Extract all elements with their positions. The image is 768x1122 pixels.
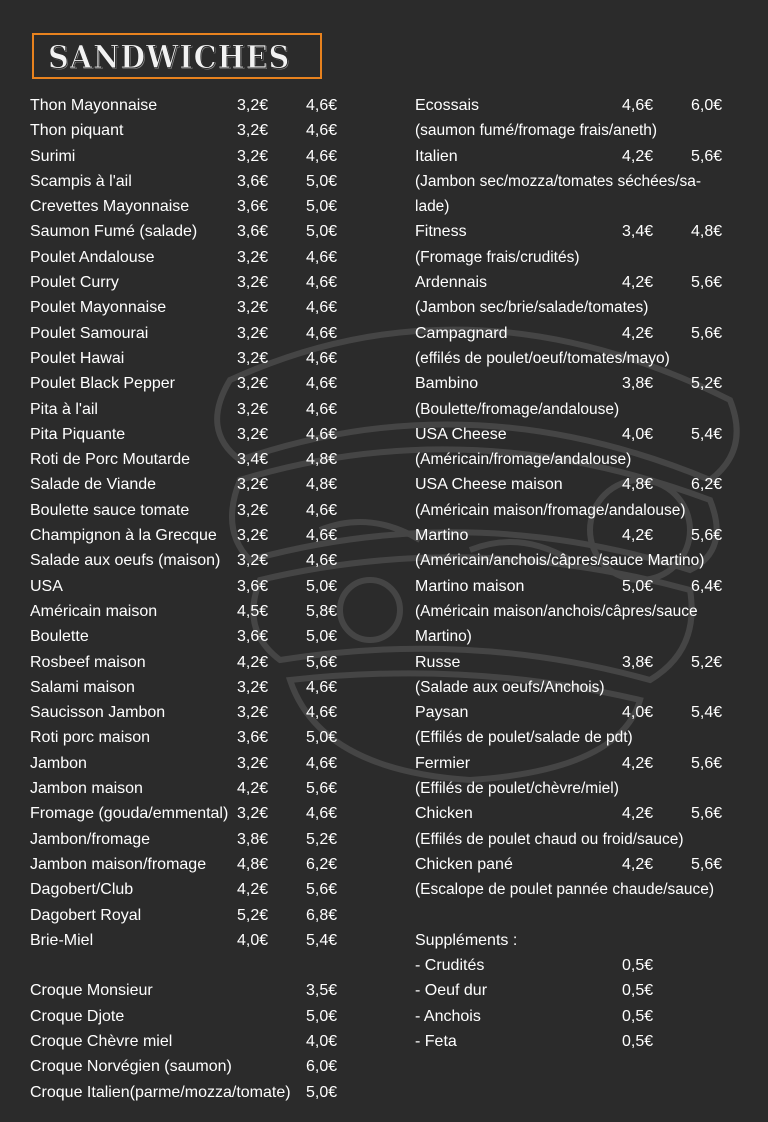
- croque-item: [30, 1080, 390, 1105]
- price-small: 3,2€: [237, 375, 269, 393]
- price-small: 3,2€: [237, 754, 269, 772]
- item-name: Paysan: [415, 704, 469, 722]
- menu-item: [30, 169, 390, 194]
- price-small: 4,6€: [622, 97, 654, 114]
- item-name: Dagobert/Club: [30, 881, 134, 899]
- menu-item: [30, 827, 390, 852]
- price-large: 4,6€: [306, 299, 338, 317]
- price-large: 4,6€: [306, 248, 338, 266]
- price-large: 5,6€: [691, 855, 723, 873]
- price: 6,0€: [306, 1058, 338, 1076]
- price-small: 4,2€: [622, 274, 654, 292]
- menu-item: [30, 751, 390, 776]
- item-name: Boulette: [30, 628, 89, 646]
- croque-item: [30, 1004, 390, 1029]
- supplement-name: - Feta: [415, 1032, 457, 1050]
- description-text: (Jambon sec/mozza/tomates séchées/sa-: [415, 172, 702, 190]
- menu-item: [30, 472, 390, 497]
- price-small: 3,2€: [237, 552, 269, 570]
- price-large: 4,6€: [306, 552, 338, 570]
- menu-item: [30, 650, 390, 675]
- item-name: Fromage (gouda/emmental): [30, 805, 229, 823]
- menu-item: [415, 852, 755, 877]
- item-name: Thon Mayonnaise: [30, 97, 158, 114]
- menu-item: [415, 801, 755, 826]
- price-large: 5,2€: [306, 830, 338, 848]
- price-small: 3,2€: [237, 527, 269, 545]
- croque-item: [30, 978, 390, 1003]
- item-name: USA: [30, 577, 63, 595]
- price-large: 5,0€: [306, 223, 338, 241]
- item-description: [415, 447, 755, 472]
- price-small: 3,2€: [237, 299, 269, 317]
- price-small: 4,0€: [622, 425, 654, 443]
- item-name: Poulet Hawai: [30, 349, 125, 367]
- price-small: 4,2€: [622, 147, 654, 165]
- price-large: 5,6€: [691, 754, 723, 772]
- supplement-item: [415, 1029, 755, 1054]
- menu-item: [30, 118, 390, 143]
- menu-item: [30, 801, 390, 826]
- price-small: 3,2€: [237, 476, 269, 494]
- price-small: 3,2€: [237, 425, 269, 443]
- item-name: Fitness: [415, 223, 467, 241]
- price-small: 3,4€: [622, 223, 654, 241]
- price-small: 5,0€: [622, 577, 654, 595]
- item-description: [415, 397, 755, 422]
- item-name: Croque Djote: [30, 1007, 125, 1025]
- menu-item: [30, 371, 390, 396]
- menu-item: [415, 422, 755, 447]
- item-name: Champignon à la Grecque: [30, 527, 217, 545]
- description-text: (saumon fumé/fromage frais/aneth): [415, 122, 658, 140]
- menu-item: [415, 219, 755, 244]
- description-text: (Jambon sec/brie/salade/tomates): [415, 299, 649, 317]
- menu-item: [30, 219, 390, 244]
- price-small: 3,2€: [237, 274, 269, 292]
- item-name: Salami maison: [30, 678, 135, 696]
- description-text: (Boulette/fromage/andalouse): [415, 400, 620, 418]
- item-name: Martino maison: [415, 577, 525, 595]
- croque-list: [30, 978, 390, 1104]
- menu-item: [415, 523, 755, 548]
- description-text: (Américain maison/anchois/câpres/sauce: [415, 602, 698, 620]
- croque-item: [30, 1054, 390, 1079]
- item-name: Poulet Black Pepper: [30, 375, 175, 393]
- price-small: 3,2€: [237, 248, 269, 266]
- item-description: [415, 624, 755, 649]
- item-name: Croque Italien(parme/mozza/tomate): [30, 1083, 291, 1101]
- menu-item: [30, 93, 390, 118]
- description-text: (effilés de poulet/oeuf/tomates/mayo): [415, 349, 670, 367]
- price-small: 3,6€: [237, 577, 269, 595]
- item-description: [415, 498, 755, 523]
- item-name: Scampis à l'ail: [30, 172, 132, 190]
- item-description: [415, 548, 755, 573]
- menu-item: [415, 93, 755, 118]
- menu-item: [30, 675, 390, 700]
- price-small: 3,8€: [237, 830, 269, 848]
- price-large: 6,8€: [306, 906, 338, 924]
- price-small: 3,2€: [237, 501, 269, 519]
- menu-item: [30, 624, 390, 649]
- menu-item: [30, 877, 390, 902]
- price-large: 4,6€: [306, 754, 338, 772]
- price-large: 4,6€: [306, 375, 338, 393]
- item-description: [415, 877, 755, 902]
- item-name: Boulette sauce tomate: [30, 501, 190, 519]
- price-small: 3,2€: [237, 147, 269, 165]
- price-large: 5,6€: [306, 881, 338, 899]
- item-name: Croque Monsieur: [30, 982, 153, 1000]
- menu-item: [30, 852, 390, 877]
- price-small: 4,2€: [622, 805, 654, 823]
- menu-item: [415, 144, 755, 169]
- item-name: Russe: [415, 653, 461, 671]
- menu-item: [30, 422, 390, 447]
- item-description: [415, 194, 755, 219]
- price-large: 4,6€: [306, 147, 338, 165]
- supplements-title: Suppléments :: [415, 931, 518, 949]
- price-large: 5,6€: [306, 653, 338, 671]
- price-small: 4,2€: [237, 780, 269, 798]
- item-name: Pita à l'ail: [30, 400, 98, 418]
- price-small: 4,2€: [237, 653, 269, 671]
- item-name: Rosbeef maison: [30, 653, 146, 671]
- price-large: 6,2€: [691, 476, 723, 494]
- price-small: 3,2€: [237, 805, 269, 823]
- price-large: 4,8€: [691, 223, 723, 241]
- price-large: 5,4€: [691, 704, 723, 722]
- price-small: 3,2€: [237, 678, 269, 696]
- price-small: 4,2€: [237, 881, 269, 899]
- menu-item: [30, 245, 390, 270]
- menu-item: [415, 751, 755, 776]
- price-large: 5,6€: [691, 324, 723, 342]
- item-description: [415, 776, 755, 801]
- description-text: (Fromage frais/crudités): [415, 248, 580, 266]
- price-small: 3,6€: [237, 729, 269, 747]
- item-name: Poulet Andalouse: [30, 248, 155, 266]
- item-name: Américain maison: [30, 602, 158, 620]
- price-large: 4,6€: [306, 501, 338, 519]
- menu-item: [415, 270, 755, 295]
- price-large: 5,0€: [306, 172, 338, 190]
- price-large: 4,6€: [306, 400, 338, 418]
- item-name: Poulet Curry: [30, 274, 119, 292]
- item-name: Bambino: [415, 375, 479, 393]
- item-name: Campagnard: [415, 324, 508, 342]
- item-description: [415, 599, 755, 624]
- price-small: 4,8€: [237, 855, 269, 873]
- item-name: Brie-Miel: [30, 931, 94, 949]
- price-large: 5,6€: [691, 147, 723, 165]
- menu-item: [30, 498, 390, 523]
- supplements-list: [415, 953, 755, 1054]
- supplement-item: [415, 978, 755, 1003]
- item-name: Surimi: [30, 147, 76, 165]
- menu-item: [30, 346, 390, 371]
- special-sandwich-list: [415, 93, 755, 903]
- item-name: Salade aux oeufs (maison): [30, 552, 221, 570]
- price-small: 3,6€: [237, 223, 269, 241]
- description-text: (Salade aux oeufs/Anchois): [415, 678, 605, 696]
- price-large: 6,2€: [306, 855, 338, 873]
- spacer: [30, 953, 390, 978]
- price-large: 5,2€: [691, 375, 723, 393]
- menu-item: [30, 928, 390, 953]
- supplement-price: 0,5€: [622, 957, 654, 975]
- item-name: USA Cheese: [415, 425, 507, 443]
- menu-item: [30, 397, 390, 422]
- sandwich-list: [30, 93, 390, 953]
- item-name: Saucisson Jambon: [30, 704, 166, 722]
- price-small: 5,2€: [237, 906, 269, 924]
- price-large: 5,2€: [691, 653, 723, 671]
- price-large: 4,6€: [306, 324, 338, 342]
- description-text: (Américain/anchois/câpres/sauce Martino): [415, 552, 705, 570]
- price-large: 4,6€: [306, 122, 338, 140]
- item-name: Fermier: [415, 754, 471, 772]
- price-small: 3,6€: [237, 172, 269, 190]
- price-small: 3,2€: [237, 122, 269, 140]
- price-large: 5,6€: [691, 527, 723, 545]
- menu-item: [415, 700, 755, 725]
- supplement-price: 0,5€: [622, 1007, 654, 1025]
- price-small: 4,2€: [622, 527, 654, 545]
- price: 4,0€: [306, 1032, 338, 1050]
- menu-item: [30, 295, 390, 320]
- menu-item: [30, 574, 390, 599]
- page-title: SANDWICHES: [48, 38, 291, 76]
- price-large: 5,0€: [306, 628, 338, 646]
- price-small: 3,4€: [237, 451, 269, 469]
- menu-item: [415, 472, 755, 497]
- item-name: Italien: [415, 147, 458, 165]
- price-large: 4,6€: [306, 274, 338, 292]
- price-large: 4,6€: [306, 805, 338, 823]
- menu-item: [30, 523, 390, 548]
- item-description: [415, 245, 755, 270]
- price: 3,5€: [306, 982, 338, 1000]
- price-small: 3,2€: [237, 349, 269, 367]
- item-name: Salade de Viande: [30, 476, 157, 494]
- supplement-price: 0,5€: [622, 982, 654, 1000]
- price-large: 5,0€: [306, 729, 338, 747]
- supplement-name: - Oeuf dur: [415, 982, 488, 1000]
- price-small: 4,2€: [622, 855, 654, 873]
- item-name: Chicken: [415, 805, 473, 823]
- menu-item: [30, 548, 390, 573]
- menu-item: [30, 144, 390, 169]
- price-large: 5,6€: [306, 780, 338, 798]
- price-small: 3,2€: [237, 400, 269, 418]
- price-large: 6,4€: [691, 577, 723, 595]
- menu-item: [30, 776, 390, 801]
- price-small: 4,2€: [622, 324, 654, 342]
- item-name: Thon piquant: [30, 122, 124, 140]
- menu-item: [415, 574, 755, 599]
- item-name: Croque Chèvre miel: [30, 1032, 173, 1050]
- price-small: 3,2€: [237, 324, 269, 342]
- price-small: 4,0€: [622, 704, 654, 722]
- menu-item: [30, 599, 390, 624]
- price-small: 3,8€: [622, 375, 654, 393]
- price-large: 4,8€: [306, 451, 338, 469]
- menu-item: [30, 700, 390, 725]
- price-large: 4,6€: [306, 704, 338, 722]
- supplement-item: [415, 953, 755, 978]
- item-description: [415, 675, 755, 700]
- menu-item: [30, 447, 390, 472]
- price-large: 5,4€: [691, 425, 723, 443]
- item-description: [415, 346, 755, 371]
- left-column: [30, 93, 390, 1105]
- price-small: 3,6€: [237, 198, 269, 216]
- item-name: Martino: [415, 527, 469, 545]
- item-description: [415, 295, 755, 320]
- item-name: Pita Piquante: [30, 425, 126, 443]
- price-large: 4,6€: [306, 425, 338, 443]
- right-column: [415, 93, 755, 1054]
- menu-item: [30, 725, 390, 750]
- price-large: 4,6€: [306, 678, 338, 696]
- price-large: 4,6€: [306, 527, 338, 545]
- item-description: [415, 118, 755, 143]
- supplement-price: 0,5€: [622, 1032, 654, 1050]
- item-description: [415, 725, 755, 750]
- price-small: 3,6€: [237, 628, 269, 646]
- spacer: [415, 903, 755, 928]
- description-text: (Américain maison/fromage/andalouse): [415, 501, 686, 519]
- item-name: Jambon maison/fromage: [30, 855, 207, 873]
- price: 5,0€: [306, 1083, 338, 1101]
- supplement-item: [415, 1004, 755, 1029]
- description-text: (Effilés de poulet/chèvre/miel): [415, 780, 619, 798]
- menu-item: [30, 194, 390, 219]
- menu-item: [415, 371, 755, 396]
- item-name: Croque Norvégien (saumon): [30, 1058, 232, 1076]
- description-text: (Escalope de poulet pannée chaude/sauce): [415, 881, 715, 899]
- item-name: Chicken pané: [415, 855, 513, 873]
- price-large: 4,6€: [306, 97, 338, 114]
- price-large: 4,6€: [306, 349, 338, 367]
- item-name: Ardennais: [415, 274, 488, 292]
- item-name: Poulet Mayonnaise: [30, 299, 167, 317]
- description-text: (Américain/fromage/andalouse): [415, 451, 632, 469]
- price-large: 5,4€: [306, 931, 338, 949]
- description-text: (Effilés de poulet/salade de pdt): [415, 729, 633, 747]
- price-small: 4,0€: [237, 931, 269, 949]
- item-name: Saumon Fumé (salade): [30, 223, 198, 241]
- description-text: Martino): [415, 628, 472, 646]
- price-large: 5,8€: [306, 602, 338, 620]
- menu-item: [415, 321, 755, 346]
- item-name: Roti de Porc Moutarde: [30, 451, 191, 469]
- price-large: 5,0€: [306, 198, 338, 216]
- item-description: [415, 169, 755, 194]
- menu-item: [415, 650, 755, 675]
- item-name: Jambon maison: [30, 780, 143, 798]
- item-description: [415, 827, 755, 852]
- price-large: 5,6€: [691, 274, 723, 292]
- price-small: 4,2€: [622, 754, 654, 772]
- item-name: Crevettes Mayonnaise: [30, 198, 190, 216]
- menu-item: [30, 270, 390, 295]
- croque-item: [30, 1029, 390, 1054]
- item-name: Roti porc maison: [30, 729, 151, 747]
- price: 5,0€: [306, 1007, 338, 1025]
- supplement-name: - Anchois: [415, 1007, 481, 1025]
- price-large: 5,0€: [306, 577, 338, 595]
- description-text: lade): [415, 198, 450, 216]
- price-large: 6,0€: [691, 97, 723, 114]
- item-name: Jambon/fromage: [30, 830, 151, 848]
- price-small: 3,2€: [237, 97, 269, 114]
- item-name: Poulet Samourai: [30, 324, 149, 342]
- price-small: 4,5€: [237, 602, 269, 620]
- price-large: 5,6€: [691, 805, 723, 823]
- item-name: Ecossais: [415, 97, 480, 114]
- menu-item: [30, 903, 390, 928]
- description-text: (Effilés de poulet chaud ou froid/sauce): [415, 830, 684, 848]
- price-small: 3,2€: [237, 704, 269, 722]
- item-name: Dagobert Royal: [30, 906, 142, 924]
- supplement-name: - Crudités: [415, 957, 485, 975]
- menu-item: [30, 321, 390, 346]
- item-name: USA Cheese maison: [415, 476, 563, 494]
- price-large: 4,8€: [306, 476, 338, 494]
- item-name: Jambon: [30, 754, 87, 772]
- price-small: 3,8€: [622, 653, 654, 671]
- price-small: 4,8€: [622, 476, 654, 494]
